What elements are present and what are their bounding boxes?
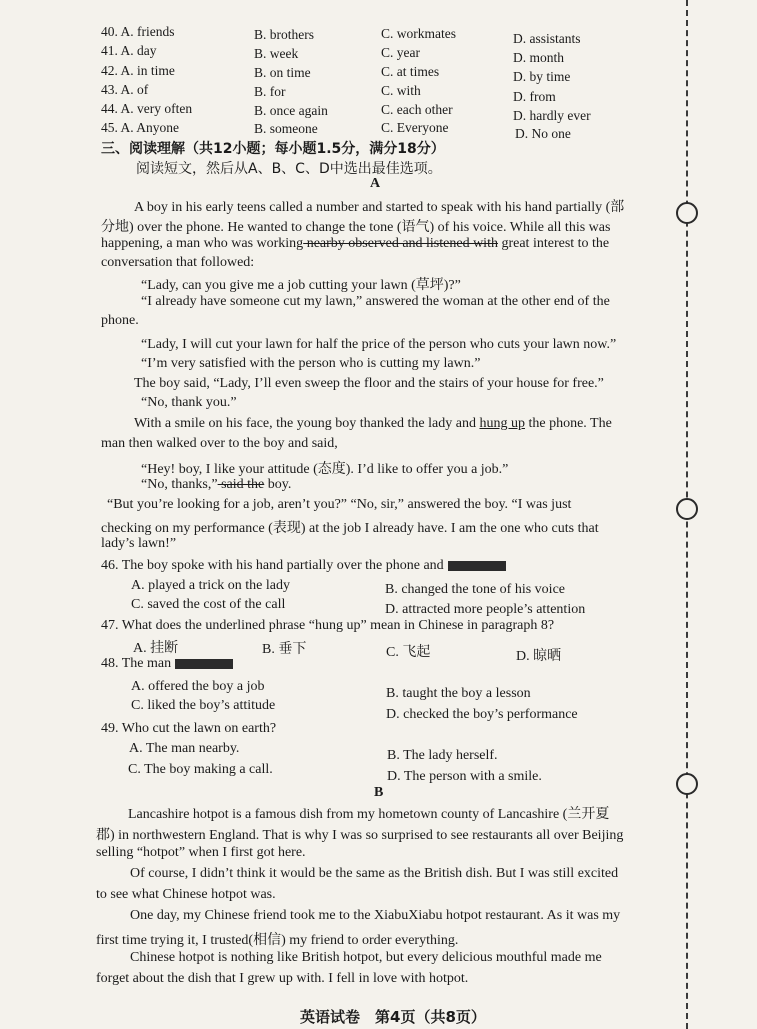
dialogue-line: “No, thank you.”: [141, 395, 237, 410]
option-46-c: C. saved the cost of the call: [131, 597, 286, 612]
option-49-c: C. The boy making a call.: [128, 762, 273, 777]
passage-line: selling “hotpot” when I first got here.: [96, 845, 306, 860]
option-40-b: B. brothers: [254, 27, 314, 42]
dialogue-line: phone.: [101, 313, 139, 328]
question-47: 47. What does the underlined phrase “hung up” mean in Chinese in paragraph 8?: [101, 618, 555, 633]
option-45-c: C. Everyone: [381, 120, 449, 135]
option-46-a: A. played a trick on the lady: [131, 578, 291, 593]
option-48-b: B. taught the boy a lesson: [386, 686, 531, 701]
binding-hole-icon: [676, 498, 698, 520]
passage-line: Chinese hotpot is nothing like British hotpot, but every delicious mouthful made me: [130, 950, 602, 965]
passage-a-label: A: [370, 176, 381, 191]
option-42-b: B. on time: [254, 65, 311, 80]
passage-line: 郡) in northwestern England. That is why I was so surprised to see restaurants all over Beijing: [96, 828, 624, 843]
answer-blank: [448, 561, 506, 571]
option-46-b: B. changed the tone of his voice: [385, 582, 566, 597]
option-46-d: D. attracted more people’s attention: [385, 602, 586, 617]
option-43-b: B. for: [254, 84, 286, 99]
option-44-a: 44. A. very often: [101, 101, 193, 116]
option-44-c: C. each other: [381, 102, 453, 117]
question-49: 49. Who cut the lawn on earth?: [101, 721, 277, 736]
option-49-b: B. The lady herself.: [387, 748, 498, 763]
passage-text: With a smile on his face, the young boy thanked the lady and: [134, 416, 480, 431]
option-48-c: C. liked the boy’s attitude: [131, 698, 276, 713]
option-42-d: D. by time: [513, 69, 571, 84]
passage-b-label: B: [374, 785, 384, 800]
option-47-d: D. 晾晒: [516, 649, 562, 664]
passage-line: “But you’re looking for a job, aren’t you?” “No, sir,” answered the boy. “I was just: [107, 497, 572, 512]
option-49-a: A. The man nearby.: [129, 741, 240, 756]
option-40-a: 40. A. friends: [101, 24, 175, 39]
option-43-c: C. with: [381, 83, 421, 98]
question-text: 46. The boy spoke with his hand partially over the phone and: [101, 558, 444, 573]
option-48-d: D. checked the boy’s performance: [386, 707, 578, 722]
passage-line: Lancashire hotpot is a famous dish from my hometown county of Lancashire (兰开夏: [128, 807, 610, 822]
section-instruction: 阅读短文，然后从A、B、C、D中选出最佳选项。: [136, 161, 442, 177]
dialogue-line: “Hey! boy, I like your attitude (态度). I’d like to offer you a job.”: [141, 462, 509, 477]
option-41-d: D. month: [513, 50, 565, 65]
option-43-a: 43. A. of: [101, 82, 149, 97]
option-47-a: A. 挂断: [133, 641, 179, 656]
option-42-a: 42. A. in time: [101, 63, 175, 78]
option-44-d: D. hardly ever: [513, 108, 591, 123]
passage-text: “No, thanks,”: [141, 477, 218, 492]
dialogue-line: “Lady, I will cut your lawn for half the price of the person who cuts your lawn now.”: [141, 337, 617, 352]
option-41-a: 41. A. day: [101, 43, 157, 58]
question-48: [101, 656, 233, 672]
passage-text: boy.: [264, 477, 292, 492]
option-49-d: D. The person with a smile.: [387, 769, 542, 784]
passage-text: the phone. The: [524, 416, 612, 431]
passage-line: One day, my Chinese friend took me to the XiabuXiabu hotpot restaurant. As it was my: [130, 908, 621, 923]
option-40-c: C. workmates: [381, 26, 456, 41]
section-heading: 三、阅读理解（共12小题；每小题1.5分，满分18分）: [101, 141, 445, 157]
option-41-b: B. week: [254, 46, 299, 61]
passage-line: Of course, I didn’t think it would be the same as the British dish. But I was still excited: [130, 866, 619, 881]
option-45-a: 45. A. Anyone: [101, 120, 180, 135]
passage-line: [134, 416, 612, 432]
dialogue-line: [141, 477, 291, 493]
dialogue-line: “Lady, can you give me a job cutting your lawn (草坪)?”: [141, 278, 461, 293]
option-48-a: A. offered the boy a job: [131, 679, 265, 694]
passage-line: [101, 236, 609, 252]
option-42-c: C. at times: [381, 64, 440, 79]
passage-line: 分地) over the phone. He wanted to change the tone (语气) of his voice. While all this was: [101, 220, 611, 235]
passage-line: A boy in his early teens called a number and started to speak with his hand partially (部: [134, 200, 625, 215]
dialogue-line: The boy said, “Lady, I’ll even sweep the floor and the stairs of your house for free.”: [134, 376, 604, 391]
dialogue-line: “I already have someone cut my lawn,” answered the woman at the other end of the: [141, 294, 610, 309]
option-40-d: D. assistants: [513, 31, 581, 46]
passage-text: great interest to the: [497, 236, 610, 251]
passage-line: to see what Chinese hotpot was.: [96, 887, 276, 902]
option-45-d: D. No one: [515, 126, 571, 141]
dialogue-line: “I’m very satisfied with the person who is cutting my lawn.”: [141, 356, 481, 371]
option-43-d: D. from: [513, 89, 556, 104]
binding-hole-icon: [676, 773, 698, 795]
option-47-b: B. 垂下: [262, 642, 307, 657]
option-47-c: C. 飞起: [386, 645, 431, 660]
struck-text: nearby observed and listened with: [303, 236, 498, 251]
passage-text: happening, a man who was working: [101, 236, 304, 251]
option-44-b: B. once again: [254, 103, 328, 118]
page-footer: 英语试卷 第4页（共8页）: [300, 1008, 486, 1026]
passage-line: conversation that followed:: [101, 255, 255, 270]
underlined-phrase: hung up: [479, 416, 525, 431]
struck-text: said the: [217, 477, 265, 492]
passage-line: forget about the dish that I grew up with. I fell in love with hotpot.: [96, 971, 469, 986]
passage-line: first time trying it, I trusted(相信) my friend to order everything.: [96, 933, 459, 948]
question-46: [101, 558, 506, 574]
question-text: 48. The man: [101, 656, 172, 671]
passage-line: lady’s lawn!”: [101, 536, 177, 551]
passage-line: man then walked over to the boy and said,: [101, 436, 338, 451]
option-45-b: B. someone: [254, 121, 318, 136]
answer-blank: [175, 659, 233, 669]
option-41-c: C. year: [381, 45, 420, 60]
passage-line: checking on my performance (表现) at the job I already have. I am the one who cuts that: [101, 521, 599, 536]
binding-hole-icon: [676, 202, 698, 224]
